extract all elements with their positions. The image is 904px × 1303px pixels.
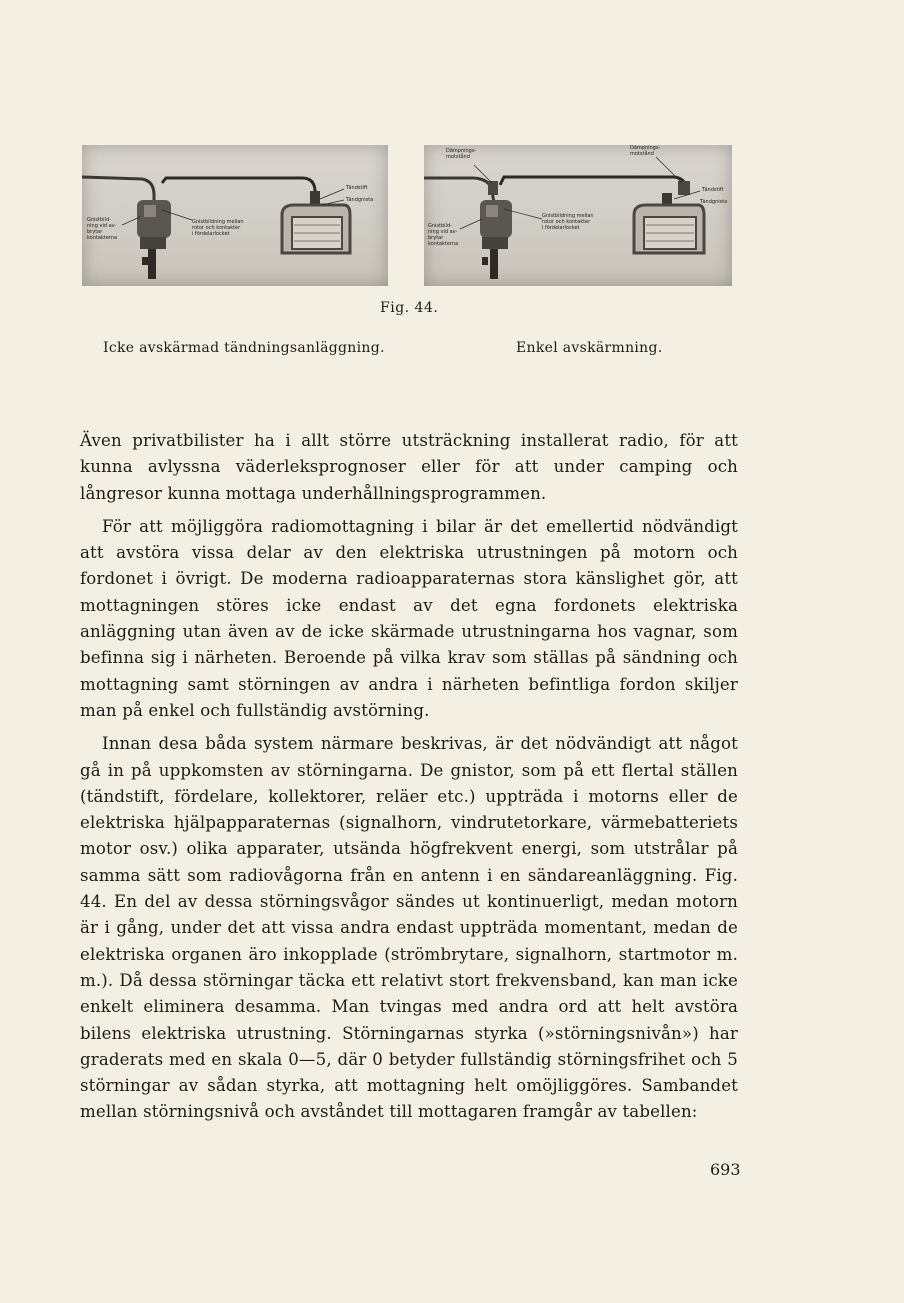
label-spark-plug: Tändstift xyxy=(702,187,724,193)
label-rotor-spark: Gnistbildning mellan rotor och kontakter i fördelarlocket xyxy=(192,219,244,237)
ignition-diagram-unshielded xyxy=(82,145,388,286)
label-spark: Tändgnista xyxy=(346,197,374,203)
paragraph: För att möjliggöra radiomottagning i bilar är det emellertid nödvändigt att avstöra vissa delar av den elektriska utrustningen på motorn och fordonet i övrigt. De moderna radioapparaternas stora känslighet gör, att mottagningen störes icke endast av det egna fordonets elektriska anläggning utan även av de icke skärmade utrustningarna hos vagnar, som befinna sig i närheten. Beroende på vilka krav som ställas på sändning och mottagning samt störningen av andra i närheten befintliga fordon skiljer man på enkel och fullständig avstörning. xyxy=(80,516,738,720)
paragraph: Innan desa båda system närmare beskrivas, är det nödvändigt att något gå in på uppkomsten av störningarna. De gnistor, som på ett flertal ställen (tändstift, fördelare, kollektorer, reläer etc.) uppträda i motorns eller de elektriska hjälpapparaternas (signalhorn, vindrutetorkare, värmebatteriets motor osv.) olika apparater, utsända högfrekvent energi, som utstrålar på samma sätt som radiovågorna från en antenn i en sändareanläggning. Fig. 44. En del av dessa störningsvågor sändes ut kontinuerligt, medan motorn är i gång, under det att vissa andra endast uppträda momentant, medan de elektriska organen äro inkopplade (strömbrytare, signalhorn, startmotor m. m.). Då dessa störningar täcka ett relativt stort frekvensband, kan man icke enkelt eliminera desamma. Man tvingas med andra ord att helt avstöra bilens elektriska utrustning. Störningarnas styrka (»störningsnivån») har graderats med en skala 0—5, där 0 betyder fullständig störningsfrihet och 5 störningar av sådan styrka, att mottagning helt omöjliggöres. Sambandet mellan störningsnivå och avståndet till mottagaren framgår av tabellen: xyxy=(80,734,738,1122)
body-text xyxy=(80,428,738,1133)
caption-left: Icke avskärmad tändningsanläggning. xyxy=(103,340,385,356)
figure-number: Fig. 44. xyxy=(380,300,439,316)
figure-simple-shielding-photo xyxy=(424,145,732,286)
label-breaker-spark: Gnistbild- ning vid av- brytar kontakterna xyxy=(428,223,459,247)
label-damper-right: Dämpnings- motstånd xyxy=(630,145,661,157)
label-spark: Tändgnista xyxy=(700,199,728,205)
figure-unshielded-photo xyxy=(82,145,388,286)
label-spark-plug: Tändstift xyxy=(346,185,368,191)
label-breaker-spark: Gnistbild- ning vid av- brytar kontakterna xyxy=(87,217,118,241)
label-rotor-spark: Gnistbildning mellan rotor och kontakter i fördelarlocket xyxy=(542,213,594,231)
label-damper-left: Dämpnings- motstånd xyxy=(446,148,477,160)
caption-right: Enkel avskärmning. xyxy=(516,340,663,356)
page-number: 693 xyxy=(710,1160,741,1179)
paragraph: Även privatbilister ha i allt större utsträckning installerat radio, för att kunna avlyssna väderleksprognoser eller för att under camping och långresor kunna mottaga underhållningsprogrammen. xyxy=(80,431,738,503)
